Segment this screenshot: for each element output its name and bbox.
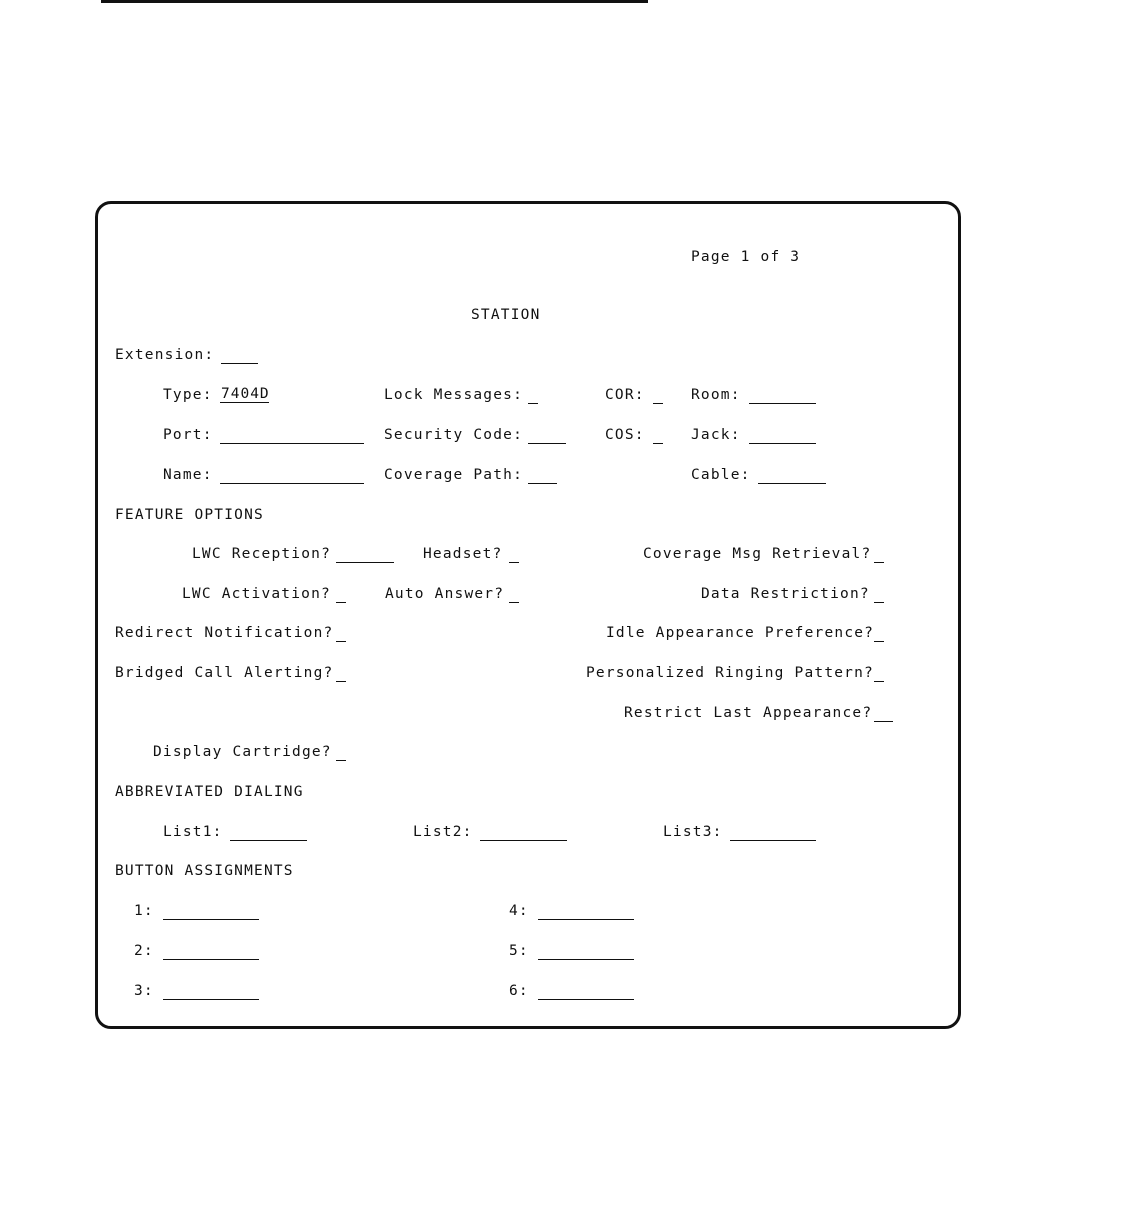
button-3-field[interactable]	[163, 983, 259, 1000]
button-4-label: 4:	[509, 903, 529, 919]
button-5-field[interactable]	[538, 943, 634, 960]
button-1-field[interactable]	[163, 903, 259, 920]
cos-label: COS:	[605, 427, 645, 443]
restrict-last-appearance-label: Restrict Last Appearance?	[624, 705, 873, 721]
lwc-reception-field[interactable]	[336, 546, 394, 563]
redirect-notification-field[interactable]	[336, 625, 346, 642]
jack-field[interactable]	[749, 427, 816, 444]
button-3-label: 3:	[134, 983, 154, 999]
coverage-msg-retrieval-label: Coverage Msg Retrieval?	[643, 546, 872, 562]
restrict-last-appearance-field[interactable]	[874, 705, 893, 722]
data-restriction-field[interactable]	[874, 586, 884, 603]
page-top-rule	[101, 0, 648, 3]
auto-answer-field[interactable]	[509, 586, 519, 603]
button-5-label: 5:	[509, 943, 529, 959]
headset-label: Headset?	[423, 546, 503, 562]
abbreviated-dialing-heading: ABBREVIATED DIALING	[115, 784, 304, 800]
lwc-activation-label: LWC Activation?	[182, 586, 331, 602]
list2-label: List2:	[413, 824, 473, 840]
cable-label: Cable:	[691, 467, 751, 483]
coverage-msg-retrieval-field[interactable]	[874, 546, 884, 563]
lwc-activation-field[interactable]	[336, 586, 346, 603]
security-code-field[interactable]	[528, 427, 566, 444]
button-6-field[interactable]	[538, 983, 634, 1000]
lock-messages-field[interactable]	[528, 387, 538, 404]
button-6-label: 6:	[509, 983, 529, 999]
list3-label: List3:	[663, 824, 723, 840]
feature-options-heading: FEATURE OPTIONS	[115, 507, 264, 523]
name-field[interactable]	[220, 467, 364, 484]
button-2-label: 2:	[134, 943, 154, 959]
list2-field[interactable]	[480, 824, 567, 841]
button-4-field[interactable]	[538, 903, 634, 920]
list1-field[interactable]	[230, 824, 307, 841]
list1-label: List1:	[163, 824, 223, 840]
name-label: Name:	[163, 467, 213, 483]
cos-field[interactable]	[653, 427, 663, 444]
type-label: Type:	[163, 387, 213, 403]
redirect-notification-label: Redirect Notification?	[115, 625, 334, 641]
room-label: Room:	[691, 387, 741, 403]
button-1-label: 1:	[134, 903, 154, 919]
bridged-call-alerting-field[interactable]	[336, 665, 346, 682]
room-field[interactable]	[749, 387, 816, 404]
cor-label: COR:	[605, 387, 645, 403]
form-title: STATION	[471, 307, 541, 323]
display-cartridge-label: Display Cartridge?	[153, 744, 332, 760]
coverage-path-label: Coverage Path:	[384, 467, 524, 483]
list3-field[interactable]	[730, 824, 816, 841]
extension-field[interactable]	[221, 347, 258, 364]
extension-label: Extension:	[115, 347, 215, 363]
cor-field[interactable]	[653, 387, 663, 404]
display-cartridge-field[interactable]	[336, 744, 346, 761]
port-label: Port:	[163, 427, 213, 443]
jack-label: Jack:	[691, 427, 741, 443]
personalized-ringing-pattern-label: Personalized Ringing Pattern?	[586, 665, 874, 681]
port-field[interactable]	[220, 427, 364, 444]
personalized-ringing-pattern-field[interactable]	[874, 665, 884, 682]
data-restriction-label: Data Restriction?	[701, 586, 870, 602]
button-2-field[interactable]	[163, 943, 259, 960]
page-indicator: Page 1 of 3	[691, 249, 801, 265]
idle-appearance-preference-label: Idle Appearance Preference?	[606, 625, 875, 641]
coverage-path-field[interactable]	[528, 467, 557, 484]
type-field[interactable]: 7404D	[221, 386, 270, 402]
auto-answer-label: Auto Answer?	[385, 586, 505, 602]
cable-field[interactable]	[758, 467, 826, 484]
lock-messages-label: Lock Messages:	[384, 387, 524, 403]
bridged-call-alerting-label: Bridged Call Alerting?	[115, 665, 334, 681]
headset-field[interactable]	[509, 546, 519, 563]
idle-appearance-preference-field[interactable]	[874, 625, 884, 642]
security-code-label: Security Code:	[384, 427, 524, 443]
button-assignments-heading: BUTTON ASSIGNMENTS	[115, 863, 294, 879]
lwc-reception-label: LWC Reception?	[192, 546, 332, 562]
